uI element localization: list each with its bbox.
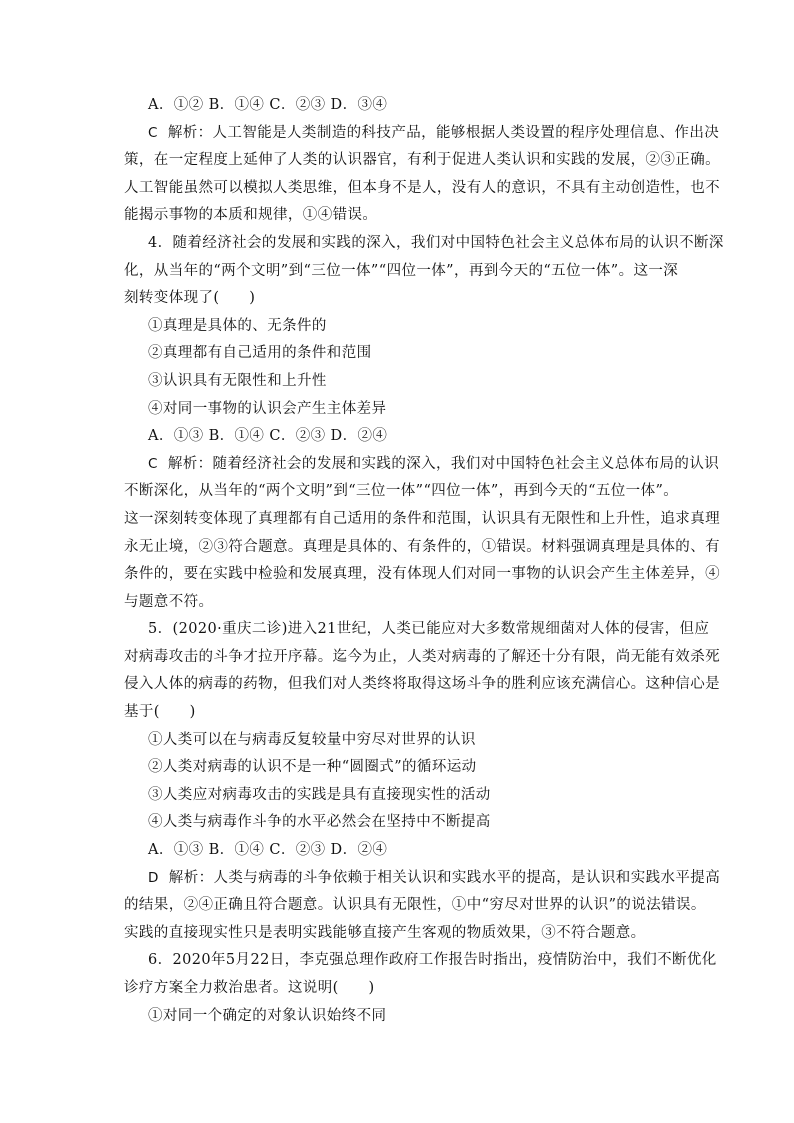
- question-stem-line: 化，从当年的“两个文明”到“三位一体”“四位一体”，再到今天的“五位一体”。这一深: [124, 262, 679, 279]
- explanation-text: 解析：人工智能是人类制造的科技产品，能够根据人类设置的程序处理信息、作出决: [167, 124, 720, 141]
- question-stem-line: 侵入人体的病毒的药物，但我们对人类终将取得这场斗争的胜利应该充满信心。这种信心是: [124, 676, 720, 693]
- explanation-text: 永无止境，②③符合题意。真理是具体的、有条件的，①错误。材料强调真理是具体的、有: [124, 538, 720, 555]
- statement-option: ①人类可以在与病毒反复较量中穷尽对世界的认识: [148, 731, 476, 748]
- answer-explanation-line: [124, 478, 684, 506]
- answer-letter: D: [148, 869, 159, 886]
- question-stem-line: 5．(2020·重庆二诊)进入21世纪，人类已能应对大多数常规细菌对人体的侵害，但应: [148, 621, 710, 638]
- answer-explanation-line: [124, 534, 720, 562]
- answer-explanation-line: [124, 892, 706, 920]
- statement-option: ①真理是具体的、无条件的: [148, 317, 327, 334]
- question-stem-line: 对病毒攻击的斗争才拉开序幕。迄今为止，人类对病毒的了解还十分有限，尚无能有效杀死: [124, 648, 720, 665]
- explanation-text: 这一深刻转变体现了真理都有自己适用的条件和范围，认识具有无限性和上升性，追求真理: [124, 510, 720, 527]
- document-page: [124, 92, 724, 1030]
- statement-option: ③认识具有无限性和上升性: [148, 372, 327, 389]
- answer-explanation-line: [124, 506, 720, 534]
- explanation-text: 解析：人类与病毒的斗争依赖于相关认识和实践水平的提高，是认识和实践水平提高: [168, 869, 721, 886]
- statement-option: ①对同一个确定的对象认识始终不同: [148, 1007, 387, 1024]
- explanation-text: 能揭示事物的本质和规律，①④错误。: [124, 207, 378, 224]
- answer-choices: A．①③ B．①④ C．②③ D．②④: [148, 842, 388, 859]
- question-stem-line: 刻转变体现了( ): [124, 290, 256, 307]
- answer-letter: C: [148, 124, 158, 141]
- explanation-text: 条件的，要在实践中检验和发展真理，没有体现人们对同一事物的认识会产生主体差异，④: [124, 566, 720, 583]
- statement-option: ③人类应对病毒攻击的实践是具有直接现实性的活动: [148, 786, 491, 803]
- answer-explanation-line: [124, 920, 684, 948]
- answer-explanation-line: [124, 865, 721, 893]
- answer-explanation-line: [124, 451, 720, 479]
- answer-letter: C: [148, 455, 158, 472]
- explanation-text: 解析：随着经济社会的发展和实践的深入，我们对中国特色社会主义总体布局的认识: [167, 455, 720, 472]
- explanation-text: 的结果，②④正确且符合题意。认识具有无限性，①中“穷尽对世界的认识”的说法错误。: [124, 897, 706, 914]
- question-stem-line: 诊疗方案全力救治患者。这说明( ): [124, 980, 375, 996]
- question-stem-line: 基于( ): [124, 704, 196, 721]
- statement-option: ②人类对病毒的认识不是一种“圆圈式”的循环运动: [148, 759, 477, 776]
- explanation-text: 人工智能虽然可以模拟人类思维，但本身不是人，没有人的意识，不具有主动创造性，也不: [124, 179, 720, 196]
- answer-choices: A．①③ B．①④ C．②③ D．②④: [148, 428, 388, 445]
- answer-choices: A．①② B．①④ C．②③ D．③④: [148, 97, 388, 113]
- question-stem-line: 4．随着经济社会的发展和实践的深入，我们对中国特色社会主义总体布局的认识不断深: [148, 234, 724, 251]
- answer-explanation-line: [124, 120, 720, 148]
- explanation-text: 实践的直接现实性只是表明实践能够直接产生客观的物质效果，③不符合题意。: [124, 924, 646, 941]
- answer-explanation-line: [124, 147, 720, 175]
- question-stem-line: 6．2020年5月22日，李克强总理作政府工作报告时指出，疫情防治中，我们不断优化: [148, 952, 717, 969]
- answer-explanation-line: [124, 589, 684, 617]
- explanation-text: 策，在一定程度上延伸了人类的认识器官，有利于促进人类认识和实践的发展，②③正确。: [124, 152, 720, 169]
- answer-explanation-line: [124, 175, 720, 203]
- answer-explanation-line: [124, 561, 720, 589]
- statement-option: ②真理都有自己适用的条件和范围: [148, 345, 372, 362]
- answer-explanation-line: [124, 202, 684, 230]
- statement-option: ④对同一事物的认识会产生主体差异: [148, 400, 387, 417]
- statement-option: ④人类与病毒作斗争的水平必然会在坚持中不断提高: [148, 814, 491, 831]
- explanation-text: 与题意不符。: [124, 593, 214, 610]
- explanation-text: 不断深化，从当年的“两个文明”到“三位一体”“四位一体”，再到今天的“五位一体”。: [124, 483, 679, 500]
